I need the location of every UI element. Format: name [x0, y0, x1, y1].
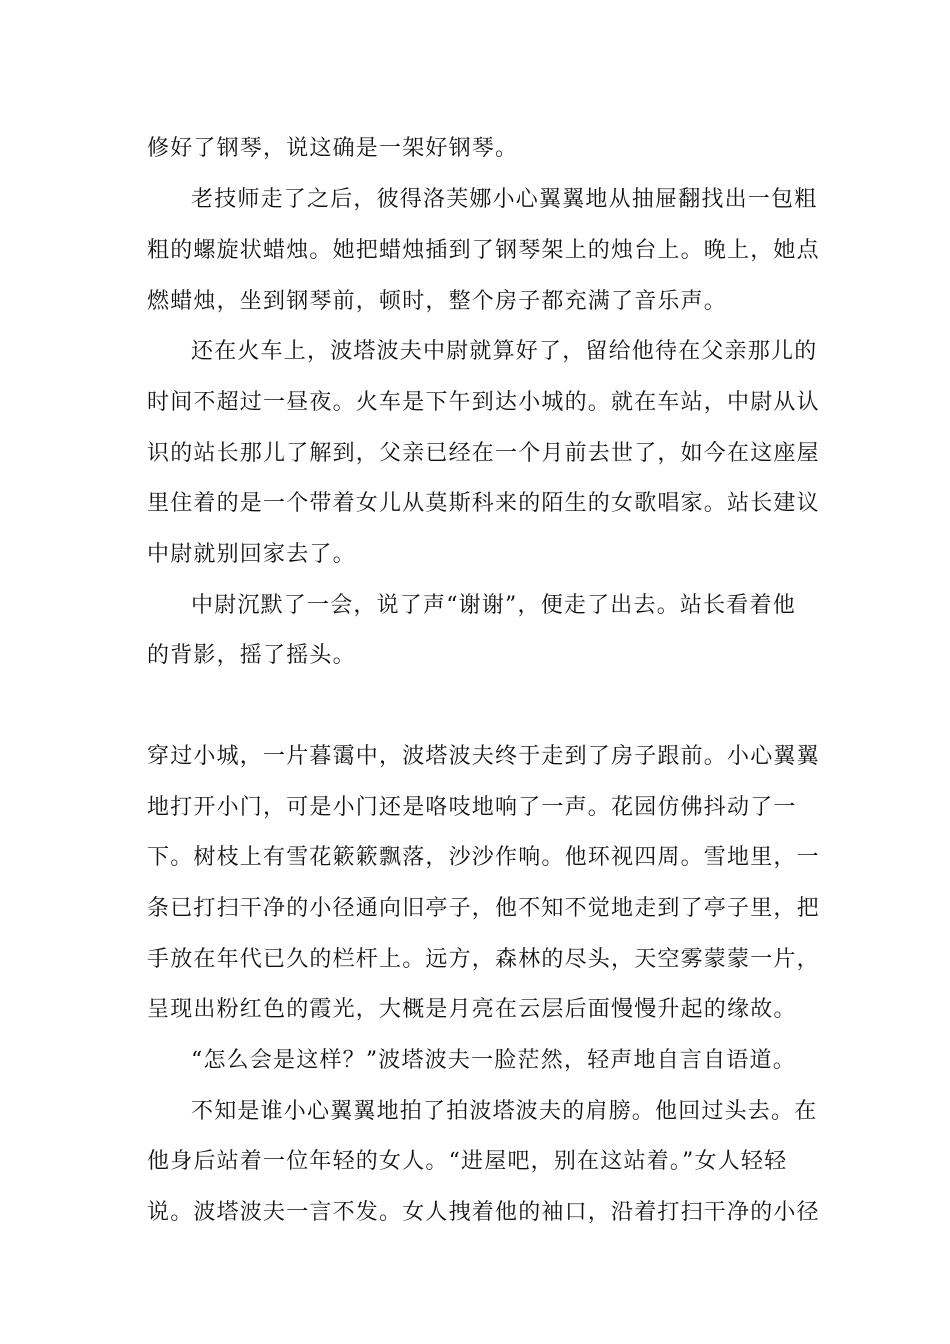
text-line: 粗的螺旋状蜡烛。她把蜡烛插到了钢琴架上的烛台上。晚上，她点 — [147, 238, 820, 263]
text-line: 条已打扫干净的小径通向旧亭子，他不知不觉地走到了亭子里，把 — [147, 896, 820, 921]
paragraph-first-line: 穿过小城，一片暮霭中，波塔波夫终于走到了房子跟前。小心翼翼 — [147, 744, 820, 769]
paragraph-first-line: “怎么会是这样？”波塔波夫一脸茫然，轻声地自言自语道。 — [191, 1048, 796, 1073]
text-line: 他身后站着一位年轻的女人。“进屋吧，别在这站着。”女人轻轻 — [147, 1149, 788, 1174]
paragraph-first-line: 还在火车上，波塔波夫中尉就算好了，留给他待在父亲那儿的 — [191, 339, 818, 364]
text-line: 下。树枝上有雪花簌簌飘落，沙沙作响。他环视四周。雪地里，一 — [147, 845, 820, 870]
text-line: 燃蜡烛，坐到钢琴前，顿时，整个房子都充满了音乐声。 — [147, 289, 728, 314]
text-line: 呈现出粉红色的霞光，大概是月亮在云层后面慢慢升起的缘故。 — [147, 997, 797, 1022]
text-line: 中尉就别回家去了。 — [147, 542, 356, 567]
paragraph-first-line: 中尉沉默了一会，说了声“谢谢”，便走了出去。站长看着他 — [191, 593, 796, 618]
text-line: 说。波塔波夫一言不发。女人拽着他的袖口，沿着打扫干净的小径 — [147, 1200, 820, 1225]
text-line: 修好了钢琴，说这确是一架好钢琴。 — [147, 136, 519, 161]
paragraph-first-line: 不知是谁小心翼翼地拍了拍波塔波夫的肩膀。他回过头去。在 — [191, 1099, 818, 1124]
text-line: 手放在年代已久的栏杆上。远方，森林的尽头，天空雾蒙蒙一片， — [147, 947, 820, 972]
text-line: 识的站长那儿了解到，父亲已经在一个月前去世了，如今在这座屋 — [147, 441, 820, 466]
paragraph-first-line: 老技师走了之后，彼得洛芙娜小心翼翼地从抽屉翻找出一包粗 — [191, 187, 818, 212]
text-line: 时间不超过一昼夜。火车是下午到达小城的。就在车站，中尉从认 — [147, 390, 820, 415]
text-line: 地打开小门，可是小门还是咯吱地响了一声。花园仿佛抖动了一 — [147, 795, 797, 820]
text-line: 的背影，摇了摇头。 — [147, 643, 356, 668]
text-line: 里住着的是一个带着女儿从莫斯科来的陌生的女歌唱家。站长建议 — [147, 491, 820, 516]
